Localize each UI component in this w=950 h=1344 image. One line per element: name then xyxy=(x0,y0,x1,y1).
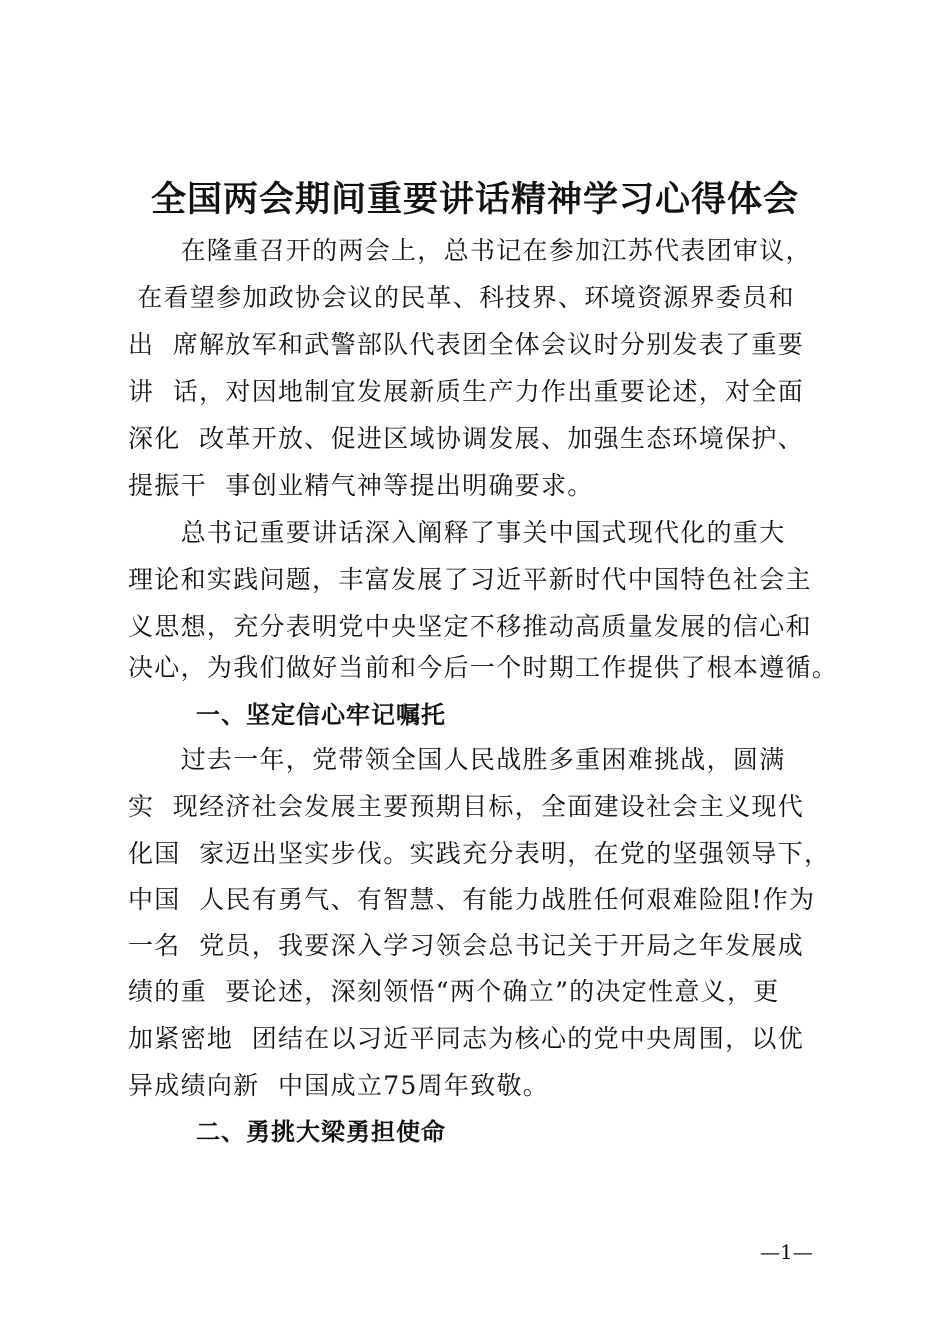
paragraph-line: 出 席解放军和武警部队代表团全体会议时分别发表了重要 xyxy=(128,330,804,359)
section-heading-1: 一、坚定信心牢记嘱托 xyxy=(196,701,446,729)
paragraph-line: 提振干 事创业精气神等提出明确要求。 xyxy=(128,471,594,500)
page-number: —1— xyxy=(760,1240,813,1264)
paragraph-line: 中国 人民有勇气、有智慧、有能力战胜任何艰难险阻!作为 xyxy=(128,885,816,914)
paragraph-line: 绩的重 要论述，深刻领悟“两个确立”的决定性意义，更 xyxy=(128,977,780,1006)
paragraph-line: 加紧密地 团结在以习近平同志为核心的党中央周围，以优 xyxy=(128,1024,804,1053)
paragraph-line: 讲 话，对因地制宜发展新质生产力作出重要论述，对全面 xyxy=(128,377,804,406)
paragraph-line: 理论和实践问题，丰富发展了习近平新时代中国特色社会主 xyxy=(128,565,812,594)
section-heading-2: 二、勇挑大梁勇担使命 xyxy=(196,1118,446,1146)
paragraph-line: 过去一年，党带领全国人民战胜多重困难挑战，圆满 xyxy=(128,745,786,774)
document-title: 全国两会期间重要讲话精神学习心得体会 xyxy=(150,179,799,220)
paragraph-line: 化国 家迈出坚实步伐。实践充分表明，在党的坚强领导下， xyxy=(128,839,831,868)
paragraph-line: 深化 改革开放、促进区域协调发展、加强生态环境保护、 xyxy=(128,424,804,453)
paragraph-line: 总书记重要讲话深入阐释了事关中国式现代化的重大 xyxy=(128,518,786,547)
paragraph-line: 一名 党员，我要深入学习领会总书记关于开局之年发展成 xyxy=(128,931,804,960)
paragraph-line: 义思想，充分表明党中央坚定不移推动高质量发展的信心和 xyxy=(128,612,812,641)
paragraph-line: 在看望参加政协会议的民革、科技界、环境资源界委员和 xyxy=(128,283,795,312)
paragraph-line: 在隆重召开的两会上，总书记在参加江苏代表团审议， xyxy=(128,236,812,265)
paragraph-line: 实 现经济社会发展主要预期目标，全面建设社会主义现代 xyxy=(128,792,804,821)
paragraph-line: 异成绩向新 中国成立75周年致敬。 xyxy=(128,1071,550,1100)
paragraph-line: 决心，为我们做好当前和今后一个时期工作提供了根本遵循。 xyxy=(128,653,839,682)
